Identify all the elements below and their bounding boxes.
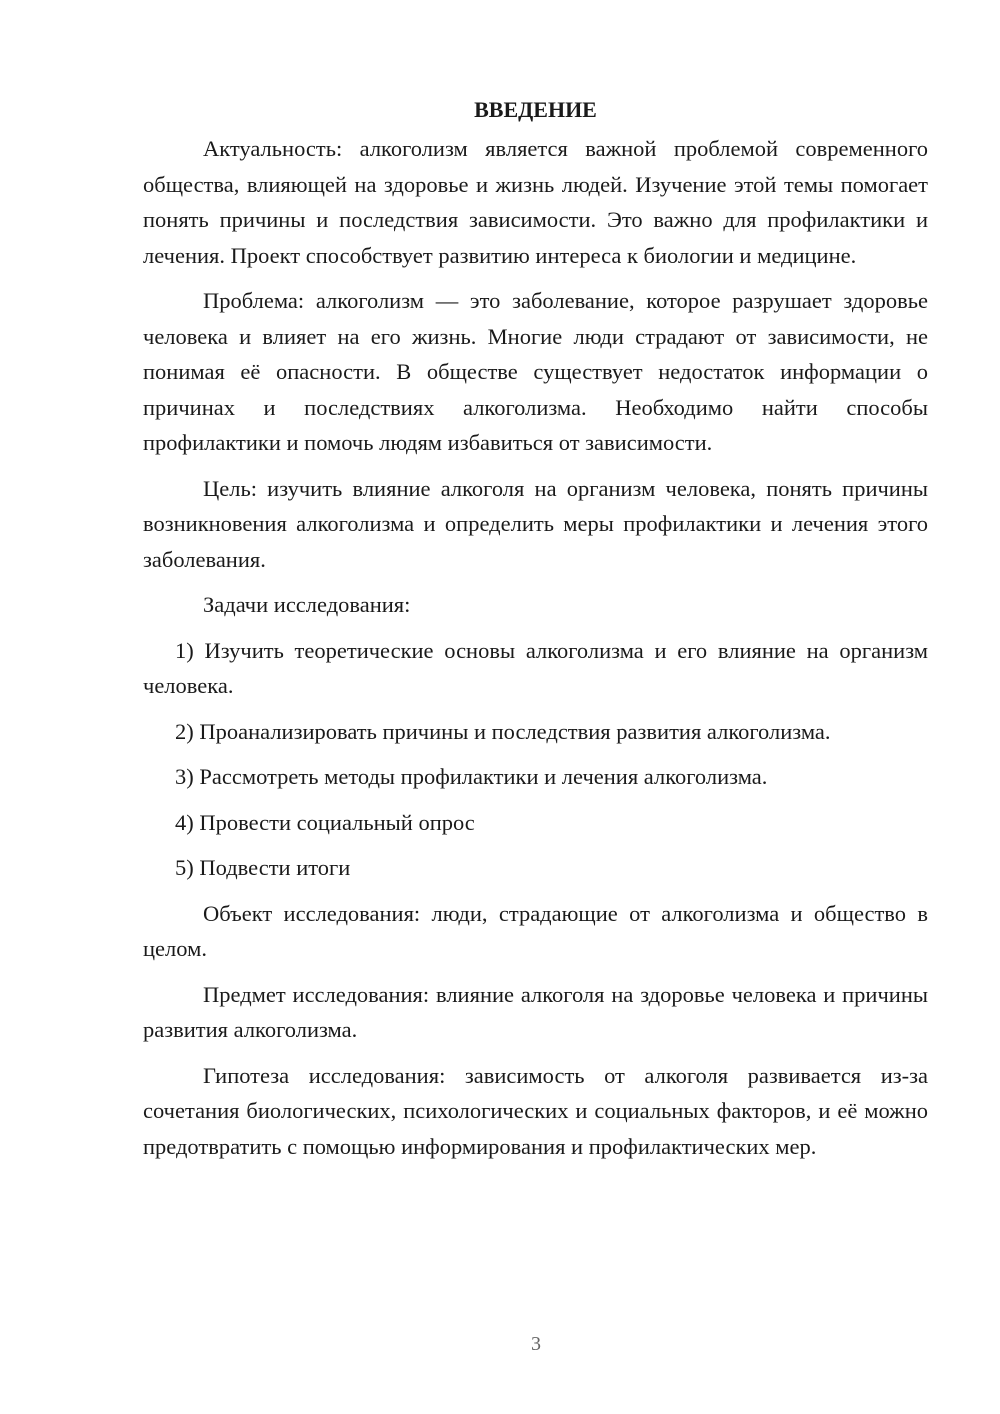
paragraph-hypothesis: Гипотеза исследования: зависимость от алкоголя развивается из-за сочетания биологических, психологических и социальных факторов, и её можно предотвратить с помощью информирования и профилактических мер.	[143, 1062, 928, 1159]
paragraph-tasks-heading: Задачи исследования:	[203, 592, 411, 617]
task-item-2: 2) Проанализировать причины и последствия развития алкоголизма.	[175, 718, 831, 744]
task-item-3: 3) Рассмотреть методы профилактики и лечения алкоголизма.	[175, 764, 768, 789]
paragraph-subject: Предмет исследования: влияние алкоголя на здоровье человека и причины развития алкоголизма.	[143, 981, 928, 1042]
paragraph-goal: Цель: изучить влияние алкоголя на организм человека, понять причины возникновения алкоголизма и определить меры профилактики и лечения этого заболевания.	[143, 475, 928, 572]
task-item-4: 4) Провести социальный опрос	[175, 809, 475, 835]
task-item-5: 5) Подвести итоги	[175, 855, 351, 880]
paragraph-problem: Проблема: алкоголизм — это заболевание, которое разрушает здоровье человека и влияет на его жизнь. Многие люди страдают от зависимости, не понимая её опасности. В обществе существует недостаток информации о причинах и последствиях алкоголизма. Необходимо найти способы профилактики и помочь людям избавиться от зависимости.	[143, 288, 928, 455]
page-number: 3	[531, 1333, 541, 1355]
document-page	[143, 95, 928, 1174]
paragraph-relevance: Актуальность: алкоголизм является важной проблемой современного общества, влияющей на здоровье и жизнь людей. Изучение этой темы помогает понять причины и последствия зависимости. Это важно для профилактики и лечения. Проект способствует развитию интереса к биологии и медицине.	[143, 136, 928, 268]
task-item-1: 1) Изучить теоретические основы алкоголизма и его влияние на организм человека.	[143, 637, 928, 698]
section-title: ВВЕДЕНИЕ	[474, 97, 597, 122]
paragraph-object: Объект исследования: люди, страдающие от алкоголизма и общество в целом.	[143, 900, 928, 961]
